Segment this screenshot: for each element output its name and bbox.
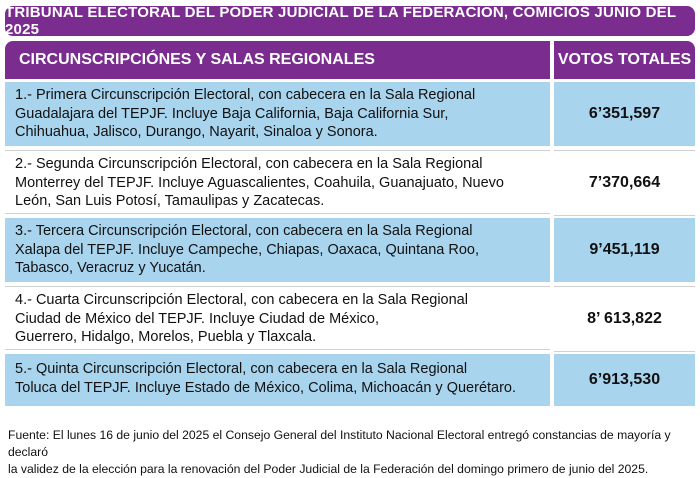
- row-description: [5, 82, 550, 146]
- table-row: [5, 82, 695, 146]
- header-regions: CIRCUNSCRIPCIÓNES Y SALAS REGIONALES: [5, 41, 550, 79]
- description-line: Monterrey del TEPJF. Incluye Aguascalientes, Coahuila, Guanajuato, Nuevo: [15, 174, 504, 191]
- row-description: [5, 218, 550, 282]
- table-row: [5, 354, 695, 406]
- description-line: 4.- Cuarta Circunscripción Electoral, con cabecera en la Sala Regional: [15, 292, 468, 308]
- table-header: [5, 41, 695, 79]
- table-row: [5, 286, 695, 350]
- row-description: [5, 354, 550, 406]
- description-line: León, San Luis Potosí, Tamaulipas y Zacatecas.: [15, 193, 325, 209]
- description-line: Tabasco, Veracruz y Yucatán.: [15, 260, 206, 276]
- footnote-line: la validez de la elección para la renovación del Poder Judicial de la Federación del domingo primero de junio del 2025.: [8, 462, 649, 476]
- description-line: Toluca del TEPJF. Incluye Estado de México, Colima, Michoacán y Querétaro.: [15, 379, 517, 396]
- table-title: TRIBUNAL ELECTORAL DEL PODER JUDICIAL DE LA FEDERACIÓN, COMICIOS JUNIO DEL 2025: [5, 6, 695, 36]
- row-votes: 6’351,597: [554, 82, 695, 146]
- footnote-line: Fuente: El lunes 16 de junio del 2025 el Consejo General del Instituto Nacional Electoral entregó constancias de mayoría y declaró: [8, 428, 671, 459]
- table-row: [5, 150, 695, 214]
- description-line: 1.- Primera Circunscripción Electoral, con cabecera en la Sala Regional: [15, 87, 476, 103]
- description-line: 3.- Tercera Circunscripción Electoral, con cabecera en la Sala Regional: [15, 223, 473, 239]
- row-description: [5, 150, 550, 214]
- table-body: [5, 82, 695, 410]
- header-total-votes: VOTOS TOTALES: [554, 41, 695, 79]
- row-votes: 7’370,664: [554, 150, 695, 216]
- description-line: Guadalajara del TEPJF. Incluye Baja California, Baja California Sur,: [15, 105, 449, 122]
- row-votes: 9’451,119: [554, 218, 695, 282]
- description-line: Chihuahua, Jalisco, Durango, Nayarit, Sinaloa y Sonora.: [15, 124, 378, 140]
- description-line: 5.- Quinta Circunscripción Electoral, con cabecera en la Sala Regional: [15, 361, 468, 377]
- row-votes: 8’ 613,822: [554, 286, 695, 352]
- row-description: [5, 286, 550, 350]
- row-votes: 6’913,530: [554, 354, 695, 406]
- description-line: 2.- Segunda Circunscripción Electoral, con cabecera en la Sala Regional: [15, 156, 483, 172]
- description-line: Xalapa del TEPJF. Incluye Campeche, Chiapas, Oaxaca, Quintana Roo,: [15, 241, 479, 258]
- description-line: Guerrero, Hidalgo, Morelos, Puebla y Tlaxcala.: [15, 329, 317, 345]
- description-line: Ciudad de México del TEPJF. Incluye Ciudad de México,: [15, 310, 380, 327]
- table-row: [5, 218, 695, 282]
- source-footnote: [8, 427, 696, 478]
